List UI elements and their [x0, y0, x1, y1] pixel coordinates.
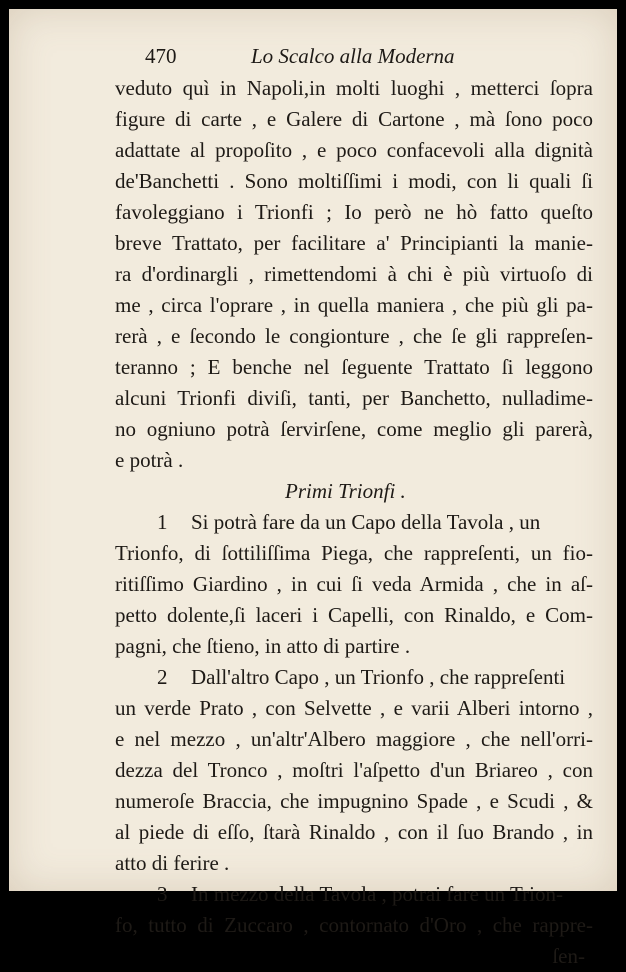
- text-line: In mezzo della Tavola , potrai fare un Trion-: [191, 882, 563, 906]
- book-page: [9, 9, 617, 968]
- text-line: pagni, che ſtieno, in atto di partire .: [115, 634, 411, 658]
- text-line: me , circa l'oprare , in quella maniera , che più gli pa-: [115, 293, 593, 317]
- page-number: 470: [145, 44, 177, 68]
- text-line: Dall'altro Capo , un Trionfo , che rappreſenti: [191, 665, 566, 689]
- page-header: [115, 39, 593, 73]
- item-number: 3: [157, 882, 168, 906]
- text-line: ra d'ordinargli , rimettendomi à chi è più virtuoſo di: [115, 262, 593, 286]
- item-first-line: [115, 507, 593, 538]
- text-line: adattate al propoſito , e poco confacevoli alla dignità: [115, 138, 593, 162]
- item-first-line: [115, 662, 593, 693]
- item-number: 1: [157, 510, 168, 534]
- item-1: [115, 507, 593, 662]
- text-line: dezza del Tronco , moſtri l'aſpetto d'un Briareo , con: [115, 758, 593, 782]
- text-line: breve Trattato, per facilitare a' Principianti la manie-: [115, 231, 593, 255]
- text-line: atto di ferire .: [115, 851, 230, 875]
- text-line: favoleggiano i Trionfi ; Io però ne hò fatto queſto: [115, 200, 593, 224]
- paragraph-1: [115, 73, 593, 476]
- text-line: al piede di eſſo, ſtarà Rinaldo , con il ſuo Brando , in: [115, 820, 593, 844]
- text-line: un verde Prato , con Selvette , e varii Alberi intorno ,: [115, 696, 593, 720]
- text-line: Si potrà fare da un Capo della Tavola , un: [191, 510, 541, 534]
- text-line: fo, tutto di Zuccaro , contornato d'Oro , che rappre-: [115, 913, 593, 937]
- text-line: e potrà .: [115, 448, 184, 472]
- running-title: Lo Scalco alla Moderna: [251, 44, 455, 68]
- text-line: rerà , e ſecondo le congionture , che ſe gli rappreſen-: [115, 324, 593, 348]
- text-line: teranno ; E benche nel ſeguente Trattato ſi leggono: [115, 355, 593, 379]
- catchword: ſen-: [552, 944, 585, 968]
- section-heading: Primi Trionfi .: [285, 479, 406, 503]
- text-line: de'Banchetti . Sono moltiſſimi i modi, con li quali ſi: [115, 169, 593, 193]
- text-line: ritiſſimo Giardino , in cui ſi veda Armida , che in aſ-: [115, 572, 593, 596]
- text-line: alcuni Trionfi diviſi, tanti, per Banchetto, nulladime-: [115, 386, 593, 410]
- item-2: [115, 662, 593, 879]
- text-line: numeroſe Braccia, che impugnino Spade , e Scudi , &: [115, 789, 593, 813]
- text-line: veduto quì in Napoli,in molti luoghi , metterci ſopra: [115, 76, 593, 100]
- text-line: no ogniuno potrà ſervirſene, come meglio gli parerà,: [115, 417, 593, 441]
- text-line: figure di carte , e Galere di Cartone , mà ſono poco: [115, 107, 593, 131]
- item-number: 2: [157, 665, 168, 689]
- text-line: Trionfo, di ſottiliſſima Piega, che rappreſenti, un fio-: [115, 541, 593, 565]
- page-text-block: [115, 39, 593, 972]
- text-line: petto dolente,ſi laceri i Capelli, con Rinaldo, e Com-: [115, 603, 593, 627]
- item-3: [115, 879, 593, 941]
- item-first-line: [115, 879, 593, 910]
- text-line: e nel mezzo , un'altr'Albero maggiore , che nell'orri-: [115, 727, 593, 751]
